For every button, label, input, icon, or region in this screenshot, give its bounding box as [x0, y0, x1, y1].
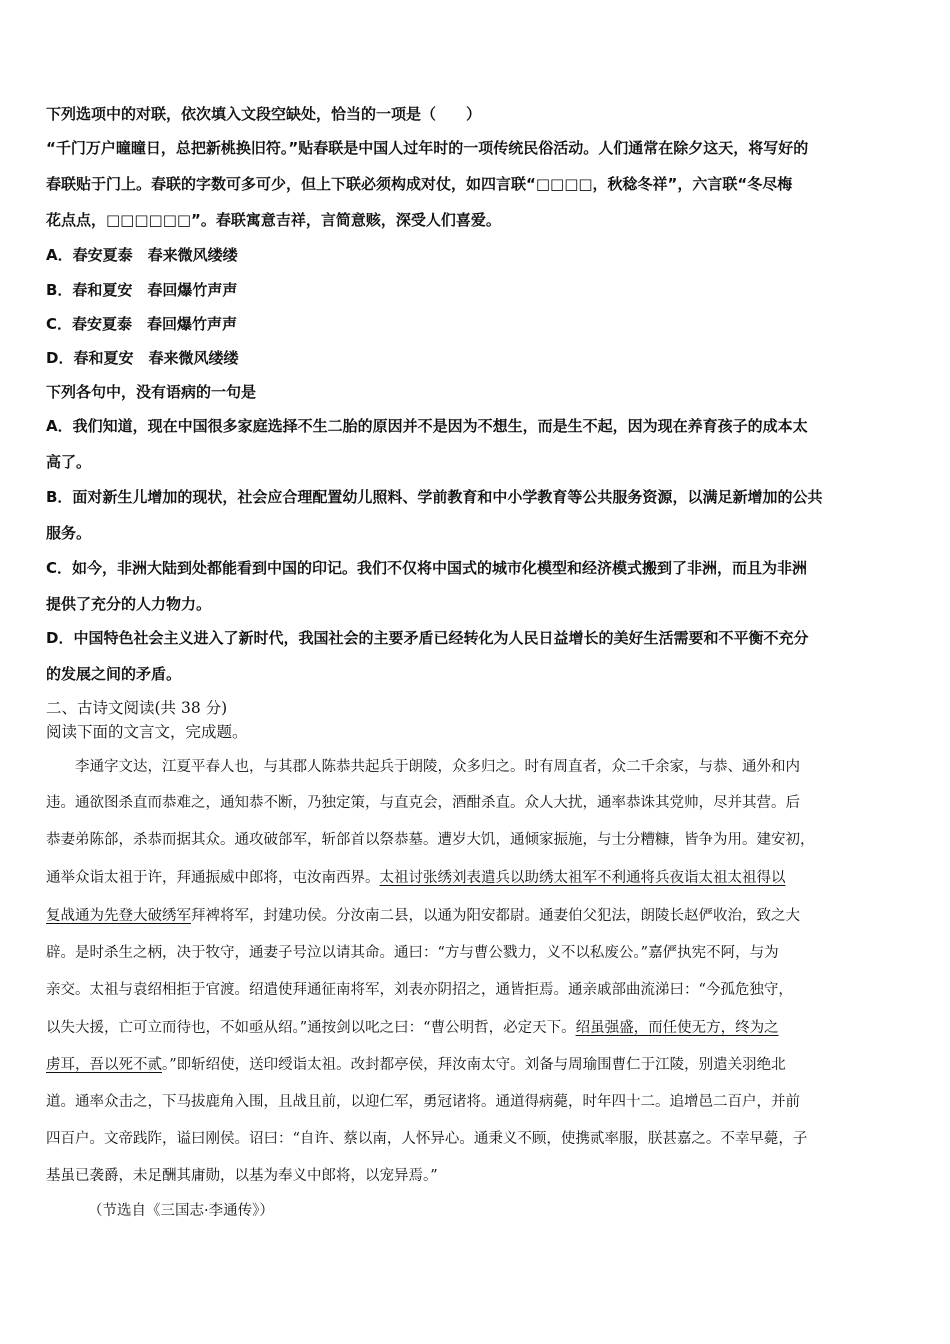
passage-line: 四百户。文帝践阼，谥曰刚侯。诏曰：“自许、蔡以南，人怀异心。通秉义不顾，使携贰率服，朕甚嘉之。不幸早薨，子: [46, 1131, 808, 1147]
passage-text: 。”即斩绍使，送印绶诣太祖。改封都亭侯，拜汝南太守。刘备与周瑜围曹仁于江陵，别遣关羽绝北: [162, 1057, 786, 1073]
passage-line: [46, 904, 800, 925]
passage-line: 违。通欲图杀直而恭难之，通知恭不断，乃独定策，与直克会，酒酣杀直。众人大扰，通率恭诛其党帅，尽并其营。后: [46, 795, 800, 811]
q2-option-c-cont: 提供了充分的人力物力。: [46, 595, 212, 613]
q1-option-a: A．春安夏泰 春来微风缕缕: [46, 246, 238, 264]
underlined-sentence: 绍虽强盛，而任使无方，终为之: [575, 1020, 779, 1036]
passage-line: [46, 1016, 779, 1037]
underlined-sentence: 虏耳，吾以死不贰: [46, 1057, 162, 1073]
passage-text: 以失大援，亡可立而待也，不如亟从绍。”通按剑以叱之曰：“曹公明哲，必定天下。: [46, 1020, 576, 1036]
passage-line: 亲交。太祖与袁绍相拒于官渡。绍遣使拜通征南将军，刘表亦阴招之，通皆拒焉。通亲戚部曲流涕曰：“今孤危独守，: [46, 982, 793, 998]
passage-line: 恭妻弟陈郃，杀恭而据其众。通攻破郃军，斩郃首以祭恭墓。遭岁大饥，通倾家振施，与士分糟糠，皆争为用。建安初，: [46, 832, 815, 848]
q2-option-a-cont: 高了。: [46, 453, 92, 471]
q2-option-d: D．中国特色社会主义进入了新时代，我国社会的主要矛盾已经转化为人民日益增长的美好生活需要和不平衡不充分: [46, 629, 809, 647]
passage-source: （节选自《三国志·李通传》）: [88, 1203, 274, 1219]
passage-line: 基虽已袭爵，未足酬其庸勋，以基为奉义中郎将，以宠异焉。”: [46, 1168, 438, 1184]
q2-option-d-cont: 的发展之间的矛盾。: [46, 665, 182, 683]
q1-passage-line: 春联贴于门上。春联的字数可多可少，但上下联必须构成对仗，如四言联“□□□□，秋稔冬祥”，六言联“冬尽梅: [46, 175, 793, 193]
q1-option-d: D．春和夏安 春来微风缕缕: [46, 349, 239, 367]
passage-line: [46, 1053, 786, 1074]
q2-option-c: C．如今，非洲大陆到处都能看到中国的印记。我们不仅将中国式的城市化模型和经济模式搬到了非洲，而且为非洲: [46, 559, 808, 577]
q1-passage-line: “千门万户曈曈日，总把新桃换旧符。”贴春联是中国人过年时的一项传统民俗活动。人们通常在除夕这天，将写好的: [46, 139, 809, 157]
section-instruction: 阅读下面的文言文，完成题。: [46, 723, 248, 741]
q2-option-b: B．面对新生儿增加的现状，社会应合理配置幼儿照料、学前教育和中小学教育等公共服务资源，以满足新增加的公共: [46, 488, 823, 506]
q2-stem: 下列各句中，没有语病的一句是: [46, 383, 257, 401]
q1-option-c: C．春安夏泰 春回爆竹声声: [46, 315, 238, 333]
passage-text: 通举众诣太祖于许，拜通振威中郎将，屯汝南西界。: [46, 870, 380, 886]
passage-line: 道。通率众击之，下马拔鹿角入围，且战且前，以迎仁军，勇冠诸将。通道得病薨，时年四十二。追增邑二百户，并前: [46, 1094, 800, 1110]
section-title: 二、古诗文阅读(共 38 分): [46, 699, 228, 717]
q2-option-a: A．我们知道，现在中国很多家庭选择不生二胎的原因并不是因为不想生，而是生不起，因为现在养育孩子的成本太: [46, 417, 808, 435]
q2-option-b-cont: 服务。: [46, 524, 92, 542]
passage-line: 李通字文达，江夏平春人也，与其郡人陈恭共起兵于朗陵，众多归之。时有周直者，众二千余家，与恭、通外和内: [46, 759, 800, 775]
passage-line: [46, 866, 786, 887]
q1-stem: 下列选项中的对联，依次填入文段空缺处，恰当的一项是（ ）: [46, 105, 482, 123]
q1-option-b: B．春和夏安 春回爆竹声声: [46, 281, 238, 299]
underlined-sentence: 太祖讨张绣刘表遣兵以助绣太祖军不利通将兵夜诣太祖太祖得以: [379, 870, 786, 886]
passage-text: 拜裨将军，封建功侯。分汝南二县，以通为阳安都尉。通妻伯父犯法，朗陵长赵俨收治，致之大: [191, 908, 800, 924]
q1-passage-line: 花点点，□□□□□□”。春联寓意吉祥，言简意赅，深受人们喜爱。: [46, 211, 501, 229]
passage-line: 辟。是时杀生之柄，决于牧守，通妻子号泣以请其命。通曰：“方与曹公戮力，义不以私废公。”嘉俨执宪不阿，与为: [46, 945, 779, 961]
underlined-sentence: 复战通为先登大破绣军: [46, 908, 191, 924]
